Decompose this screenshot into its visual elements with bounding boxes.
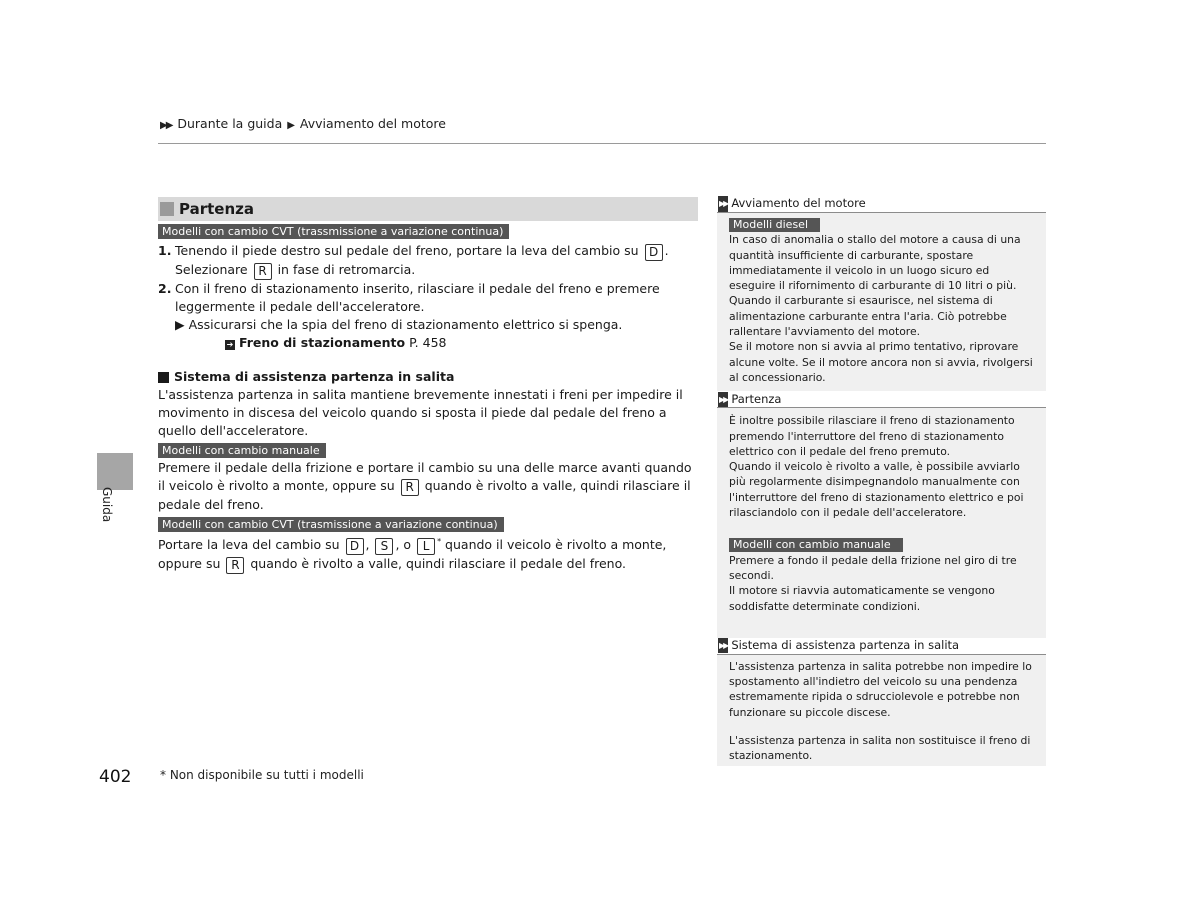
footnote-marker: * <box>437 537 442 546</box>
note-double-arrow-icon: ▶▶ <box>718 392 728 407</box>
breadcrumb <box>160 116 446 131</box>
step-item <box>158 242 698 280</box>
gear-key-d-icon: D <box>346 538 364 555</box>
breadcrumb-level-2: Avviamento del motore <box>299 116 446 131</box>
footnote: * Non disponibile su tutti i modelli <box>160 768 364 782</box>
step-text: . <box>664 243 669 258</box>
sidebar-paragraph: È inoltre possibile rilasciare il freno di stazionamento premendo l'interruttore del freno di stazionamento elettrico con il pedale del freno premuto. <box>729 414 1015 458</box>
paragraph-text: quando è rivolto a valle, quindi rilasciare il pedale del freno. <box>250 556 627 572</box>
note-double-arrow-icon: ▶▶ <box>718 638 728 653</box>
chapter-tab-label: Guida <box>100 487 114 523</box>
gear-key-r-icon: R <box>226 557 244 574</box>
sidebar-block-title: Sistema di assistenza partenza in salita <box>731 638 960 653</box>
sidebar-paragraph: Quando il carburante si esaurisce, nel sistema di alimentazione carburante entra l'aria. Ciò potrebbe rallentare l'avviamento del motore. <box>729 294 1007 339</box>
sidebar-model-tag: Modelli con cambio manuale <box>729 538 903 552</box>
gear-key-d-icon: D <box>645 244 663 261</box>
step-text: in fase di retromarcia. <box>277 262 416 277</box>
sidebar-block-title: Avviamento del motore <box>731 196 866 211</box>
manual-paragraph <box>158 459 698 514</box>
sidebar-paragraph: Se il motore non si avvia al primo tentativo, riprovare alcune volte. Se il motore ancora non si avvia, rivolgersi al concessionario. <box>729 340 1033 384</box>
section-title: Partenza <box>179 200 254 218</box>
gear-key-l-icon: L <box>417 538 435 555</box>
note-double-arrow-icon: ▶▶ <box>718 196 728 211</box>
breadcrumb-level-1: Durante la guida <box>177 116 283 131</box>
step-text: Tenendo il piede destro sul pedale del freno, portare la leva del cambio su <box>175 243 639 258</box>
subsection-heading <box>158 368 698 386</box>
gear-key-r-icon: R <box>401 479 419 496</box>
sidebar-notes <box>717 196 1046 766</box>
model-tag-manual: Modelli con cambio manuale <box>158 443 326 458</box>
sidebar-block-heading <box>717 638 1046 655</box>
steps-list <box>158 242 698 316</box>
breadcrumb-separator-icon: ▶ <box>287 120 295 131</box>
paragraph-text: , o <box>395 537 412 553</box>
step-number: 2. <box>158 281 172 296</box>
hill-assist-paragraph: L'assistenza partenza in salita mantiene brevemente innestati i freni per impedire il movimento in discesa del veicolo quando si sposta il piede dal pedale del freno a quello dell'acceleratore. <box>158 387 683 438</box>
page-reference[interactable] <box>158 334 698 352</box>
header-divider <box>158 143 1046 144</box>
subsection-square-icon <box>158 372 169 383</box>
sub-note: ▶ Assicurarsi che la spia del freno di stazionamento elettrico si spenga. <box>175 317 623 332</box>
step-text: Con il freno di stazionamento inserito, rilasciare il pedale del freno e premere leggermente il pedale dell'acceleratore. <box>175 281 660 314</box>
sidebar-paragraph: In caso di anomalia o stallo del motore a causa di una quantità insufficiente di carburante, spostare immediatamente il veicolo in un luogo sicuro ed eseguire il rifornimento di carburante di 10 litri o più. <box>729 233 1021 293</box>
sidebar-paragraph: Premere a fondo il pedale della frizione nel giro di tre secondi. <box>729 553 1017 582</box>
section-square-icon <box>160 202 174 216</box>
main-content <box>158 197 698 574</box>
sidebar-block-title: Partenza <box>731 391 782 406</box>
step-text: Selezionare <box>175 262 248 277</box>
paragraph-text: quando il veicolo è rivolto a monte, oppure su <box>158 537 667 572</box>
sidebar-block-heading <box>717 196 1046 213</box>
reference-arrow-icon: ➔ <box>226 340 234 349</box>
gear-key-s-icon: S <box>375 538 393 555</box>
chapter-tab <box>97 453 133 490</box>
step-item <box>158 280 698 316</box>
paragraph-text: Premere il pedale della frizione e portare il cambio su una delle marce avanti quando il veicolo è rivolto a monte, oppure su <box>158 460 692 493</box>
cvt-paragraph <box>158 533 698 574</box>
page-number: 402 <box>99 767 132 787</box>
sidebar-model-tag: Modelli diesel <box>729 218 820 232</box>
sidebar-paragraph: Quando il veicolo è rivolto a valle, è possibile avviarlo più regolarmente disimpegnandolo manualmente con l'interruttore del freno di stazionamento elettrico e poi rilasciandolo con il pedale dell'acceleratore. <box>729 460 1024 520</box>
subsection-title: Sistema di assistenza partenza in salita <box>174 369 455 384</box>
step-number: 1. <box>158 243 172 258</box>
sidebar-paragraph: L'assistenza partenza in salita non sostituisce il freno di stazionamento. <box>729 734 1031 763</box>
paragraph-text: quando è rivolto a valle, quindi rilasciare il pedale del freno. <box>158 478 691 512</box>
section-heading <box>158 197 698 221</box>
reference-page: P. 458 <box>409 335 447 350</box>
sidebar-paragraph: Il motore si riavvia automaticamente se vengono soddisfatte determinate condizioni. <box>729 584 995 613</box>
gear-key-r-icon: R <box>254 263 272 280</box>
model-tag-cvt-2: Modelli con cambio CVT (trasmissione a variazione continua) <box>158 517 504 532</box>
paragraph-text: , <box>365 537 370 553</box>
sidebar-block-heading <box>717 391 1046 408</box>
model-tag-cvt: Modelli con cambio CVT (trassmissione a variazione continua) <box>158 224 509 239</box>
paragraph-text: Portare la leva del cambio su <box>158 537 340 553</box>
breadcrumb-arrow-icon: ▶▶ <box>160 120 172 131</box>
sidebar-paragraph: L'assistenza partenza in salita potrebbe non impedire lo spostamento all'indietro del veicolo su una pendenza estremamente ripida o sdrucciolevole e potrebbe non funzionare su piccole discese. <box>729 659 1032 719</box>
reference-title: Freno di stazionamento <box>239 335 406 350</box>
